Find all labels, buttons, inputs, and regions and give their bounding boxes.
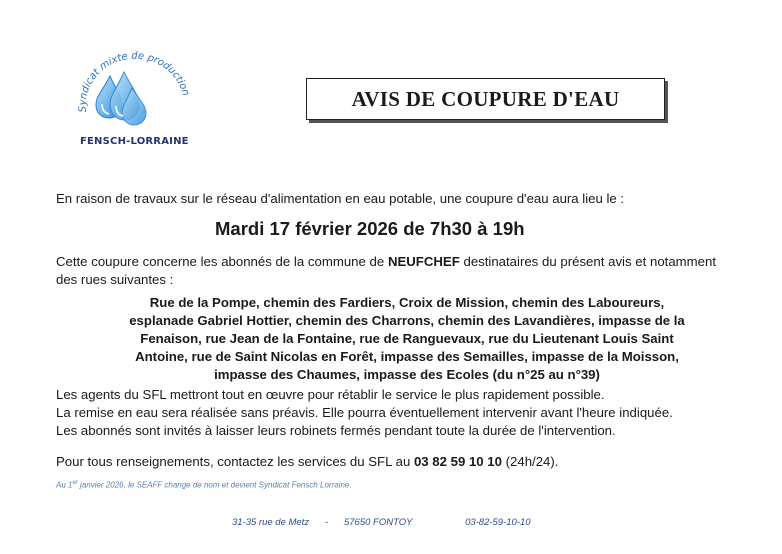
footer-phone: 03-82-59-10-10 <box>465 517 531 528</box>
page-title: AVIS DE COUPURE D'EAU <box>351 86 620 111</box>
footer-city: 57650 FONTOY <box>343 517 413 528</box>
commune-name: NEUFCHEF <box>387 254 460 269</box>
logo <box>72 40 202 150</box>
intro-text: En raison de travaux sur le réseau d'alimentation en eau potable, une coupure d'eau aura lieu le : <box>56 191 625 206</box>
rename-note <box>56 480 352 490</box>
street-line: Fenaison, rue Jean de la Fontaine, rue de Ranguevaux, rue du Lieutenant Louis Saint <box>140 331 674 346</box>
title-box <box>306 78 665 120</box>
contact-after: (24h/24). <box>501 454 559 469</box>
street-line: Antoine, rue de Saint Nicolas en Forêt, impasse des Semailles, impasse de la Moisson, <box>135 349 679 364</box>
street-line: esplanade Gabriel Hottier, chemin des Charrons, chemin des Lavandières, impasse de la <box>129 313 685 328</box>
note-sup: er <box>72 480 78 486</box>
outage-date: Mardi 17 février 2026 de 7h30 à 19h <box>215 218 525 239</box>
note-after: janvier 2026, le SEAFF change de nom et devient Syndicat Fensch Lorraine. <box>77 480 352 490</box>
logo-arc-text: Syndicat mixte de production <box>77 50 192 113</box>
logo-name: FENSCH-LORRAINE <box>80 136 189 147</box>
info-paragraph <box>56 386 673 440</box>
scope-paragraph <box>56 253 716 289</box>
street-list <box>108 294 706 384</box>
note-before: Au 1 <box>56 480 73 490</box>
scope-before: Cette coupure concerne les abonnés de la commune de <box>56 254 388 269</box>
contact-phone: 03 82 59 10 10 <box>413 454 502 469</box>
info-line: Les agents du SFL mettront tout en œuvre pour rétablir le service le plus rapidement possible. <box>56 387 605 402</box>
info-line: Les abonnés sont invités à laisser leurs robinets fermés pendant toute la durée de l'intervention. <box>56 423 616 438</box>
scope-after: destinataires du présent avis et notamment des rues suivantes : <box>56 254 716 287</box>
contact-before: Pour tous renseignements, contactez les services du SFL au <box>56 454 414 469</box>
info-line: La remise en eau sera réalisée sans préavis. Elle pourra éventuellement intervenir avant l'heure indiquée. <box>56 405 673 420</box>
footer-street: 31-35 rue de Metz <box>232 517 310 528</box>
contact-line <box>56 453 558 471</box>
footer-address <box>232 517 531 528</box>
street-line: Rue de la Pompe, chemin des Fardiers, Croix de Mission, chemin des Laboureurs, <box>149 295 665 310</box>
footer-separator: - <box>324 517 329 528</box>
street-line: impasse des Chaumes, impasse des Ecoles (du n°25 au n°39) <box>214 367 600 382</box>
water-drops-icon <box>72 40 202 150</box>
